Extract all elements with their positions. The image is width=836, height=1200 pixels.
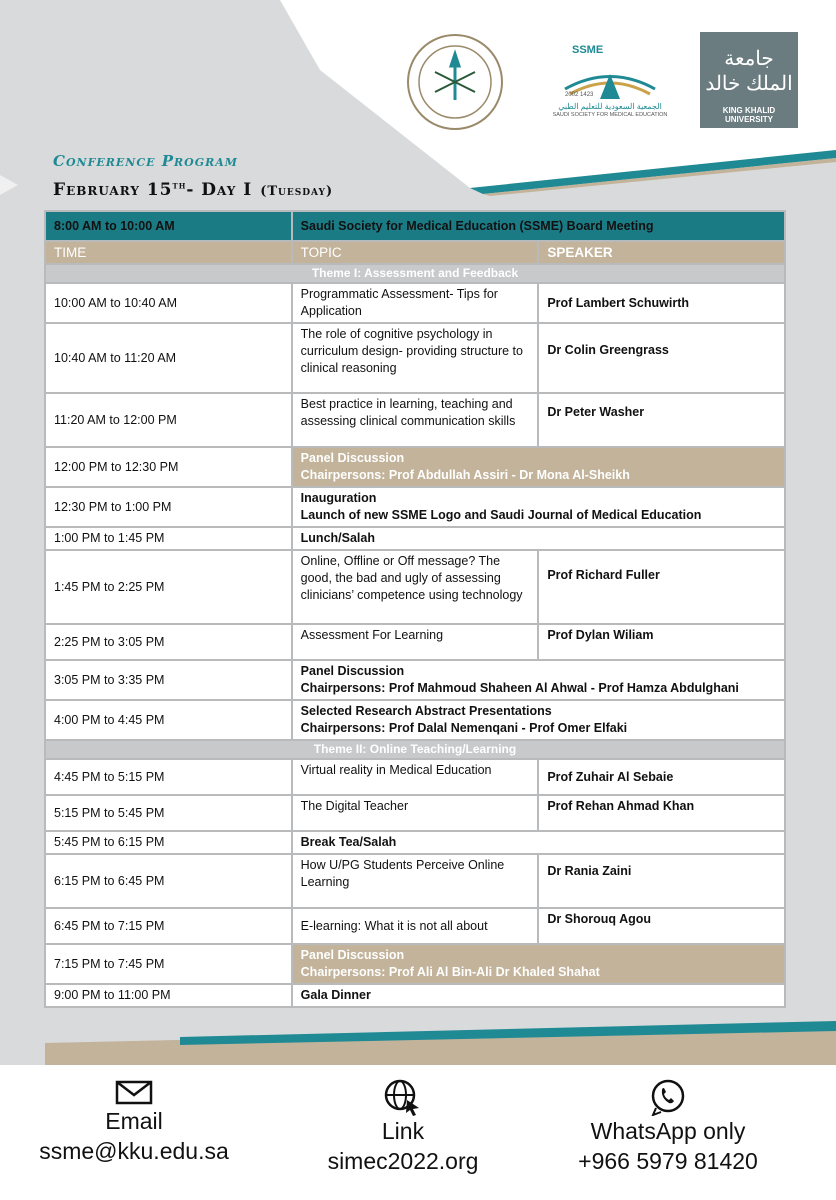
program-title: Conference Program (53, 152, 238, 170)
row-time: 10:00 AM to 10:40 AM (45, 283, 292, 323)
panel-row (45, 447, 785, 487)
table-row (45, 527, 785, 550)
panel-chairs: Chairpersons: Prof Mahmoud Shaheen Al Ahwal - Prof Hamza Abdulghani (300, 681, 739, 695)
table-row (45, 908, 785, 944)
row-topic: E-learning: What it is not all about (292, 908, 539, 944)
email-contact[interactable] (14, 1078, 254, 1166)
university-seal-logo (405, 32, 505, 132)
schedule-table (44, 210, 786, 1008)
logo-strip (395, 32, 805, 132)
board-meeting-time: 8:00 AM to 10:00 AM (45, 211, 292, 241)
panel-cell (292, 944, 785, 984)
header-time: TIME (45, 241, 292, 264)
row-time: 11:20 AM to 12:00 PM (45, 393, 292, 447)
panel-title: Panel Discussion (300, 948, 405, 962)
row-time: 2:25 PM to 3:05 PM (45, 624, 292, 660)
kku-logo (700, 32, 798, 128)
row-topic: Virtual reality in Medical Education (292, 759, 539, 795)
date-main: February 15 (53, 180, 173, 200)
ssme-logo-name: SSME (572, 44, 604, 56)
table-row (45, 831, 785, 854)
table-row (45, 393, 785, 447)
table-row (45, 660, 785, 700)
row-time: 6:45 PM to 7:15 PM (45, 908, 292, 944)
table-row (45, 624, 785, 660)
theme-row (45, 740, 785, 759)
row-speaker: Prof Richard Fuller (538, 550, 785, 624)
row-time: 1:00 PM to 1:45 PM (45, 527, 292, 550)
panel-row (45, 944, 785, 984)
theme-2-label: Theme II: Online Teaching/Learning (45, 740, 785, 759)
inauguration-cell (292, 487, 785, 527)
header-topic: TOPIC (292, 241, 539, 264)
header-speaker: SPEAKER (538, 241, 785, 264)
panel-cell (292, 660, 785, 700)
whatsapp-value[interactable]: +966 5979 81420 (578, 1148, 758, 1174)
link-contact[interactable] (283, 1078, 523, 1176)
panel-title: Panel Discussion (300, 664, 405, 678)
table-row (45, 854, 785, 908)
row-speaker: Prof Rehan Ahmad Khan (538, 795, 785, 831)
table-row (45, 283, 785, 323)
row-speaker: Prof Dylan Wiliam (538, 624, 785, 660)
row-time: 12:00 PM to 12:30 PM (45, 447, 292, 487)
ssme-logo-years: 2002 1423 (565, 92, 594, 98)
ssme-logo-english: SAUDI SOCIETY FOR MEDICAL EDUCATION (552, 112, 668, 118)
board-meeting-topic: Saudi Society for Medical Education (SSME) Board Meeting (292, 211, 785, 241)
row-time: 4:45 PM to 5:15 PM (45, 759, 292, 795)
row-topic: The role of cognitive psychology in curriculum design- providing structure to clinical reasoning (292, 323, 539, 393)
panel-chairs: Chairpersons: Prof Abdullah Assiri - Dr Mona Al-Sheikh (300, 468, 630, 482)
table-row (45, 984, 785, 1007)
date-day: - Day I (186, 180, 253, 200)
abstracts-chairs: Chairpersons: Prof Dalal Nemenqani - Prof Omer Elfaki (300, 721, 628, 735)
row-topic: Best practice in learning, teaching and assessing clinical communication skills (292, 393, 539, 447)
table-row (45, 795, 785, 831)
theme-row (45, 264, 785, 283)
row-speaker: Prof Lambert Schuwirth (538, 283, 785, 323)
row-topic: Online, Offline or Off message? The good, the bad and ugly of assessing clinicians’ competence using technology (292, 550, 539, 624)
gala-cell: Gala Dinner (292, 984, 785, 1007)
row-time: 12:30 PM to 1:00 PM (45, 487, 292, 527)
footer-decoration (0, 1015, 836, 1065)
row-topic: How U/PG Students Perceive Online Learning (292, 854, 539, 908)
row-time: 6:15 PM to 6:45 PM (45, 854, 292, 908)
row-speaker: Dr Colin Greengrass (538, 323, 785, 393)
kku-logo-english: KING KHALID UNIVERSITY (722, 106, 776, 124)
whatsapp-contact[interactable] (548, 1078, 788, 1176)
whatsapp-icon (648, 1078, 688, 1116)
break-cell: Break Tea/Salah (292, 831, 785, 854)
row-time: 9:00 PM to 11:00 PM (45, 984, 292, 1007)
row-speaker: Dr Peter Washer (538, 393, 785, 447)
link-value[interactable]: simec2022.org (327, 1148, 479, 1174)
row-time: 5:15 PM to 5:45 PM (45, 795, 292, 831)
email-label: Email (105, 1108, 163, 1134)
abstracts-title: Selected Research Abstract Presentations (300, 704, 552, 718)
row-speaker: Dr Shorouq Agou (538, 908, 785, 944)
globe-cursor-icon (383, 1078, 423, 1116)
table-row (45, 323, 785, 393)
table-row (45, 550, 785, 624)
row-time: 3:05 PM to 3:35 PM (45, 660, 292, 700)
row-time: 7:15 PM to 7:45 PM (45, 944, 292, 984)
panel-chairs: Chairpersons: Prof Ali Al Bin-Ali Dr Khaled Shahat (300, 965, 600, 979)
row-time: 5:45 PM to 6:15 PM (45, 831, 292, 854)
panel-title: Panel Discussion (300, 451, 405, 465)
row-time: 10:40 AM to 11:20 AM (45, 323, 292, 393)
date-weekday: (Tuesday) (260, 184, 334, 199)
kku-logo-arabic: جامعة الملك خالد (705, 48, 793, 95)
envelope-icon (114, 1078, 154, 1106)
ssme-logo-arabic: الجمعية السعودية للتعليم الطبي (558, 102, 662, 111)
break-cell: Lunch/Salah (292, 527, 785, 550)
whatsapp-label: WhatsApp only (590, 1118, 746, 1144)
abstracts-cell (292, 700, 785, 740)
table-row (45, 487, 785, 527)
date-suffix: th (172, 180, 187, 192)
row-topic: The Digital Teacher (292, 795, 539, 831)
theme-1-label: Theme I: Assessment and Feedback (45, 264, 785, 283)
row-topic: Programmatic Assessment- Tips for Application (292, 283, 539, 323)
row-speaker: Prof Zuhair Al Sebaie (538, 759, 785, 795)
table-row (45, 700, 785, 740)
row-topic: Assessment For Learning (292, 624, 539, 660)
email-value[interactable]: ssme@kku.edu.sa (39, 1138, 229, 1164)
header-row (45, 241, 785, 264)
row-time: 4:00 PM to 4:45 PM (45, 700, 292, 740)
panel-cell (292, 447, 785, 487)
inauguration-detail: Launch of new SSME Logo and Saudi Journal of Medical Education (300, 508, 702, 522)
board-meeting-row (45, 211, 785, 241)
inauguration-title: Inauguration (300, 491, 377, 505)
row-speaker: Dr Rania Zaini (538, 854, 785, 908)
table-row (45, 759, 785, 795)
link-label: Link (381, 1118, 425, 1144)
program-date (53, 180, 333, 200)
row-time: 1:45 PM to 2:25 PM (45, 550, 292, 624)
